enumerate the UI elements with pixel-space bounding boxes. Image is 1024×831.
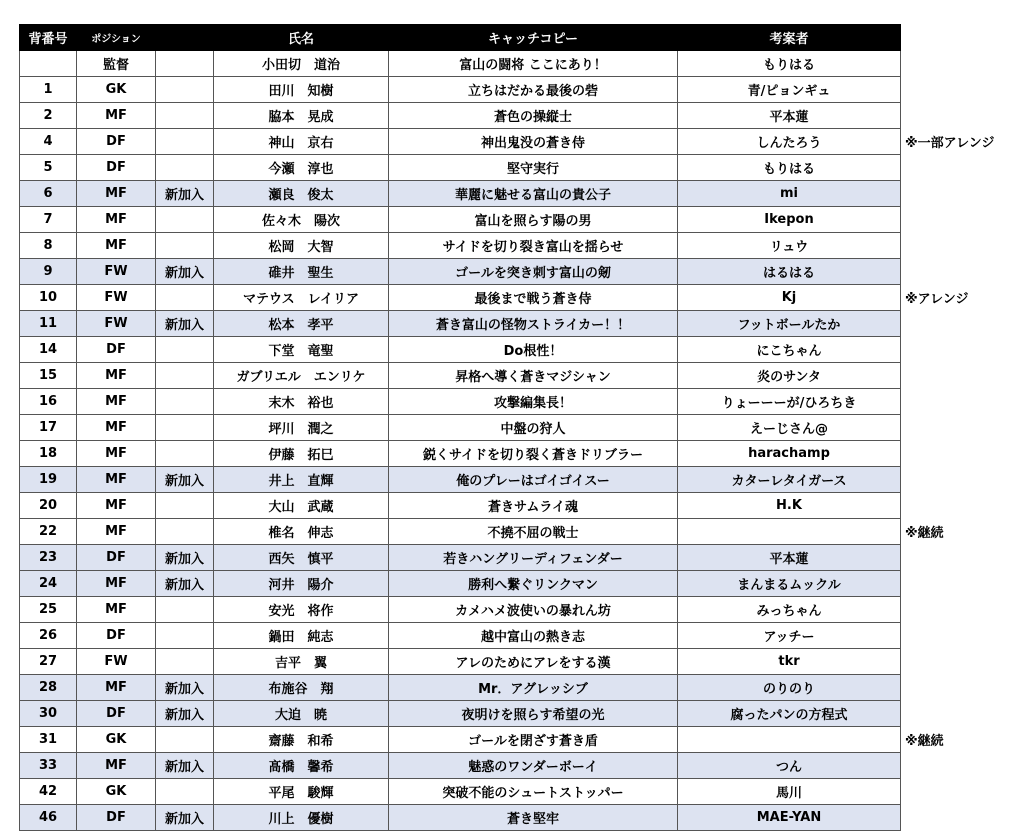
cell-catchcopy: 越中富山の熱き志 <box>389 623 678 649</box>
cell-catchcopy: 突破不能のシュートストッパー <box>389 779 678 805</box>
cell-author: 腐ったパンの方程式 <box>678 701 901 727</box>
table-row <box>20 519 1023 545</box>
cell-catchcopy: 蒼き富山の怪物ストライカー！！ <box>389 311 678 337</box>
cell-position: MF <box>77 103 156 129</box>
cell-note <box>901 779 1023 805</box>
cell-author: カターレタイガース <box>678 467 901 493</box>
cell-name: 鍋田 純志 <box>214 623 389 649</box>
cell-note <box>901 311 1023 337</box>
cell-name: 松岡 大智 <box>214 233 389 259</box>
cell-new <box>156 51 214 77</box>
table-row <box>20 415 1023 441</box>
cell-name: 布施谷 翔 <box>214 675 389 701</box>
cell-new <box>156 779 214 805</box>
cell-note: ※継続 <box>901 519 1023 545</box>
cell-number: 14 <box>20 337 77 363</box>
cell-author: もりはる <box>678 155 901 181</box>
cell-name: 吉平 翼 <box>214 649 389 675</box>
table-row <box>20 701 1023 727</box>
cell-position: MF <box>77 467 156 493</box>
cell-catchcopy: 鋭くサイドを切り裂く蒼きドリブラー <box>389 441 678 467</box>
cell-new: 新加入 <box>156 571 214 597</box>
cell-name: 椎名 伸志 <box>214 519 389 545</box>
cell-name: 齋藤 和希 <box>214 727 389 753</box>
cell-number: 5 <box>20 155 77 181</box>
cell-position: FW <box>77 259 156 285</box>
cell-note <box>901 545 1023 571</box>
cell-note <box>901 597 1023 623</box>
cell-catchcopy: 立ちはだかる最後の砦 <box>389 77 678 103</box>
cell-note <box>901 181 1023 207</box>
cell-name: 安光 将作 <box>214 597 389 623</box>
cell-new: 新加入 <box>156 805 214 831</box>
cell-note <box>901 701 1023 727</box>
table-row <box>20 389 1023 415</box>
cell-number: 6 <box>20 181 77 207</box>
table-row <box>20 727 1023 753</box>
cell-note <box>901 51 1023 77</box>
cell-number: 1 <box>20 77 77 103</box>
cell-new: 新加入 <box>156 311 214 337</box>
cell-name: 髙橋 馨希 <box>214 753 389 779</box>
cell-author: もりはる <box>678 51 901 77</box>
cell-new <box>156 727 214 753</box>
cell-catchcopy: 俺のプレーはゴイゴイスー <box>389 467 678 493</box>
cell-name: 大迫 暁 <box>214 701 389 727</box>
cell-note <box>901 77 1023 103</box>
cell-position: GK <box>77 77 156 103</box>
cell-position: MF <box>77 389 156 415</box>
cell-note <box>901 649 1023 675</box>
cell-position: DF <box>77 545 156 571</box>
cell-name: 田川 知樹 <box>214 77 389 103</box>
cell-catchcopy: 蒼色の操縦士 <box>389 103 678 129</box>
cell-note: ※継続 <box>901 727 1023 753</box>
cell-note <box>901 207 1023 233</box>
cell-catchcopy: カメハメ波使いの暴れん坊 <box>389 597 678 623</box>
table-row <box>20 363 1023 389</box>
cell-position: MF <box>77 233 156 259</box>
cell-note <box>901 467 1023 493</box>
cell-author: 青/ピョンギュ <box>678 77 901 103</box>
table-row <box>20 311 1023 337</box>
header-new <box>156 25 214 51</box>
cell-position: 監督 <box>77 51 156 77</box>
cell-note <box>901 571 1023 597</box>
cell-name: 神山 京右 <box>214 129 389 155</box>
table-row <box>20 623 1023 649</box>
cell-note <box>901 103 1023 129</box>
cell-number: 33 <box>20 753 77 779</box>
cell-new <box>156 441 214 467</box>
cell-author: りょーーーが/ひろちき <box>678 389 901 415</box>
cell-position: MF <box>77 181 156 207</box>
cell-number: 31 <box>20 727 77 753</box>
table-row <box>20 597 1023 623</box>
cell-position: FW <box>77 285 156 311</box>
cell-catchcopy: 蒼きサムライ魂 <box>389 493 678 519</box>
cell-catchcopy: 華麗に魅せる富山の貴公子 <box>389 181 678 207</box>
cell-position: FW <box>77 649 156 675</box>
table-row <box>20 493 1023 519</box>
cell-new <box>156 337 214 363</box>
cell-new <box>156 103 214 129</box>
cell-catchcopy: 不撓不屈の戦士 <box>389 519 678 545</box>
cell-position: MF <box>77 571 156 597</box>
cell-new <box>156 519 214 545</box>
cell-note <box>901 675 1023 701</box>
cell-note <box>901 493 1023 519</box>
cell-position: DF <box>77 701 156 727</box>
cell-author: mi <box>678 181 901 207</box>
cell-new <box>156 129 214 155</box>
cell-catchcopy: 富山を照らす陽の男 <box>389 207 678 233</box>
cell-name: 坪川 潤之 <box>214 415 389 441</box>
cell-name: 瀬良 俊太 <box>214 181 389 207</box>
cell-author: しんたろう <box>678 129 901 155</box>
cell-new <box>156 493 214 519</box>
cell-new <box>156 649 214 675</box>
table-row <box>20 77 1023 103</box>
cell-new <box>156 155 214 181</box>
table-row <box>20 571 1023 597</box>
cell-position: DF <box>77 805 156 831</box>
cell-new: 新加入 <box>156 467 214 493</box>
cell-position: MF <box>77 441 156 467</box>
cell-author: みっちゃん <box>678 597 901 623</box>
cell-position: MF <box>77 519 156 545</box>
table-row <box>20 467 1023 493</box>
cell-note: ※アレンジ <box>901 285 1023 311</box>
cell-number: 46 <box>20 805 77 831</box>
cell-note <box>901 415 1023 441</box>
cell-catchcopy: 神出鬼没の蒼き侍 <box>389 129 678 155</box>
cell-new <box>156 389 214 415</box>
cell-number: 11 <box>20 311 77 337</box>
cell-author: はるはる <box>678 259 901 285</box>
table-row <box>20 259 1023 285</box>
cell-author <box>678 519 901 545</box>
cell-author: 平本蓮 <box>678 545 901 571</box>
cell-author: MAE-YAN <box>678 805 901 831</box>
cell-author: つん <box>678 753 901 779</box>
cell-name: 佐々木 陽次 <box>214 207 389 233</box>
cell-position: DF <box>77 337 156 363</box>
roster-table-container <box>19 24 1023 831</box>
cell-name: 井上 直輝 <box>214 467 389 493</box>
cell-name: 大山 武蔵 <box>214 493 389 519</box>
table-row <box>20 103 1023 129</box>
cell-position: DF <box>77 623 156 649</box>
cell-author: アッチー <box>678 623 901 649</box>
cell-author: えーじさん@ <box>678 415 901 441</box>
cell-new: 新加入 <box>156 675 214 701</box>
cell-name: 西矢 慎平 <box>214 545 389 571</box>
cell-new <box>156 285 214 311</box>
cell-new: 新加入 <box>156 259 214 285</box>
cell-name: マテウス レイリア <box>214 285 389 311</box>
table-row <box>20 675 1023 701</box>
cell-note <box>901 363 1023 389</box>
cell-author: harachamp <box>678 441 901 467</box>
cell-name: 伊藤 拓巳 <box>214 441 389 467</box>
cell-number: 2 <box>20 103 77 129</box>
cell-number <box>20 51 77 77</box>
cell-new: 新加入 <box>156 701 214 727</box>
cell-new <box>156 415 214 441</box>
cell-number: 42 <box>20 779 77 805</box>
cell-note <box>901 389 1023 415</box>
cell-catchcopy: サイドを切り裂き富山を揺らせ <box>389 233 678 259</box>
cell-note <box>901 259 1023 285</box>
cell-position: DF <box>77 155 156 181</box>
cell-catchcopy: 勝利へ繋ぐリンクマン <box>389 571 678 597</box>
header-name: 氏名 <box>214 25 389 51</box>
cell-author: Kj <box>678 285 901 311</box>
cell-name: 平尾 駿輝 <box>214 779 389 805</box>
cell-number: 20 <box>20 493 77 519</box>
cell-new <box>156 77 214 103</box>
cell-catchcopy: 蒼き堅牢 <box>389 805 678 831</box>
cell-author: フットボールたか <box>678 311 901 337</box>
cell-author: にこちゃん <box>678 337 901 363</box>
cell-catchcopy: Do根性！ <box>389 337 678 363</box>
cell-name: 末木 裕也 <box>214 389 389 415</box>
cell-new <box>156 233 214 259</box>
cell-number: 10 <box>20 285 77 311</box>
header-catchcopy: キャッチコピー <box>389 25 678 51</box>
header-number: 背番号 <box>20 25 77 51</box>
table-row <box>20 285 1023 311</box>
table-row <box>20 337 1023 363</box>
cell-name: 脇本 晃成 <box>214 103 389 129</box>
header-author: 考案者 <box>678 25 901 51</box>
cell-note <box>901 155 1023 181</box>
cell-new <box>156 207 214 233</box>
table-row <box>20 753 1023 779</box>
cell-new <box>156 623 214 649</box>
table-row <box>20 779 1023 805</box>
cell-author <box>678 727 901 753</box>
cell-author: リュウ <box>678 233 901 259</box>
cell-name: 碓井 聖生 <box>214 259 389 285</box>
cell-catchcopy: 魅惑のワンダーボーイ <box>389 753 678 779</box>
header-note <box>901 25 1023 51</box>
cell-note <box>901 623 1023 649</box>
cell-number: 7 <box>20 207 77 233</box>
table-row <box>20 207 1023 233</box>
cell-number: 18 <box>20 441 77 467</box>
cell-author: Ikepon <box>678 207 901 233</box>
cell-position: MF <box>77 207 156 233</box>
cell-catchcopy: 中盤の狩人 <box>389 415 678 441</box>
cell-number: 26 <box>20 623 77 649</box>
cell-number: 9 <box>20 259 77 285</box>
cell-position: MF <box>77 415 156 441</box>
cell-note <box>901 805 1023 831</box>
table-row <box>20 181 1023 207</box>
cell-number: 17 <box>20 415 77 441</box>
table-row <box>20 233 1023 259</box>
cell-note: ※一部アレンジ <box>901 129 1023 155</box>
cell-name: ガブリエル エンリケ <box>214 363 389 389</box>
cell-name: 松本 孝平 <box>214 311 389 337</box>
cell-name: 下堂 竜聖 <box>214 337 389 363</box>
cell-catchcopy: 若きハングリーディフェンダー <box>389 545 678 571</box>
cell-position: GK <box>77 727 156 753</box>
cell-catchcopy: ゴールを閉ざす蒼き盾 <box>389 727 678 753</box>
cell-new: 新加入 <box>156 545 214 571</box>
cell-note <box>901 441 1023 467</box>
cell-number: 4 <box>20 129 77 155</box>
cell-note <box>901 233 1023 259</box>
cell-number: 30 <box>20 701 77 727</box>
cell-author: H.K <box>678 493 901 519</box>
cell-number: 25 <box>20 597 77 623</box>
roster-table <box>19 24 1023 831</box>
cell-catchcopy: 富山の闘将 ここにあり！ <box>389 51 678 77</box>
cell-position: MF <box>77 753 156 779</box>
cell-author: まんまるムックル <box>678 571 901 597</box>
cell-number: 19 <box>20 467 77 493</box>
cell-number: 22 <box>20 519 77 545</box>
cell-position: GK <box>77 779 156 805</box>
table-row <box>20 155 1023 181</box>
table-row <box>20 441 1023 467</box>
cell-author: tkr <box>678 649 901 675</box>
cell-number: 24 <box>20 571 77 597</box>
cell-new <box>156 597 214 623</box>
cell-author: 馬川 <box>678 779 901 805</box>
cell-position: DF <box>77 129 156 155</box>
cell-author: 平本蓮 <box>678 103 901 129</box>
cell-number: 28 <box>20 675 77 701</box>
cell-position: MF <box>77 493 156 519</box>
cell-name: 今瀬 淳也 <box>214 155 389 181</box>
cell-catchcopy: 最後まで戦う蒼き侍 <box>389 285 678 311</box>
cell-position: MF <box>77 597 156 623</box>
cell-author: 炎のサンタ <box>678 363 901 389</box>
cell-note <box>901 753 1023 779</box>
cell-new: 新加入 <box>156 181 214 207</box>
table-body <box>20 51 1023 831</box>
table-row <box>20 545 1023 571</box>
cell-author: のりのり <box>678 675 901 701</box>
cell-position: MF <box>77 675 156 701</box>
cell-catchcopy: 攻撃編集長！ <box>389 389 678 415</box>
cell-number: 8 <box>20 233 77 259</box>
cell-name: 河井 陽介 <box>214 571 389 597</box>
cell-note <box>901 337 1023 363</box>
table-header <box>20 25 1023 51</box>
cell-name: 小田切 道治 <box>214 51 389 77</box>
header-position: ポジション <box>77 25 156 51</box>
cell-new: 新加入 <box>156 753 214 779</box>
cell-number: 23 <box>20 545 77 571</box>
cell-catchcopy: 夜明けを照らす希望の光 <box>389 701 678 727</box>
table-row <box>20 129 1023 155</box>
cell-catchcopy: アレのためにアレをする漢 <box>389 649 678 675</box>
cell-new <box>156 363 214 389</box>
table-row <box>20 805 1023 831</box>
table-row <box>20 649 1023 675</box>
cell-number: 27 <box>20 649 77 675</box>
cell-catchcopy: 堅守実行 <box>389 155 678 181</box>
cell-catchcopy: 昇格へ導く蒼きマジシャン <box>389 363 678 389</box>
cell-catchcopy: Mr．アグレッシブ <box>389 675 678 701</box>
cell-position: MF <box>77 363 156 389</box>
table-row <box>20 51 1023 77</box>
cell-position: FW <box>77 311 156 337</box>
cell-name: 川上 優樹 <box>214 805 389 831</box>
cell-catchcopy: ゴールを突き刺す富山の剱 <box>389 259 678 285</box>
cell-number: 15 <box>20 363 77 389</box>
cell-number: 16 <box>20 389 77 415</box>
